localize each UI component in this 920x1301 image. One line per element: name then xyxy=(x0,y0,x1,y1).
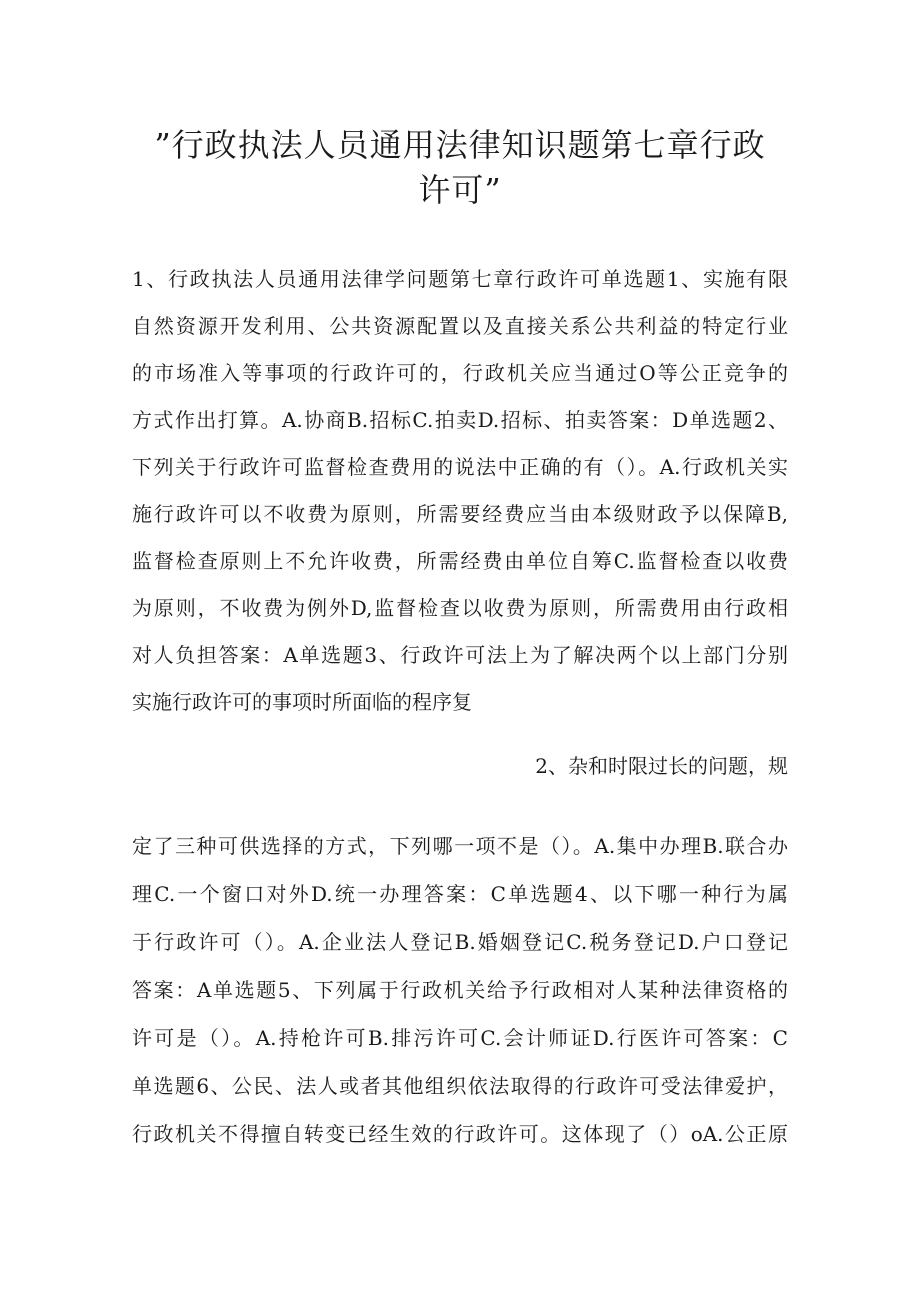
paragraph-1-line: 下列关于行政许可监督检查费用的说法中正确的有（）。A.行政机关实 xyxy=(132,455,788,479)
paragraph-1-line: 监督检查原则上不允许收费，所需经费由单位自筹C.监督检查以收费 xyxy=(132,549,788,573)
paragraph-2-line: 2、杂和时限过长的问题，规 xyxy=(535,754,788,778)
paragraph-3-line: 定了三种可供选择的方式，下列哪一项不是（）。A.集中办理B.联合办 xyxy=(132,834,788,858)
paragraph-1-line: 为原则，不收费为例外D,监督检查以收费为原则，所需费用由行政相 xyxy=(132,596,788,620)
paragraph-3-line: 答案：A单选题5、下列属于行政机关给予行政相对人某种法律资格的 xyxy=(132,978,788,1002)
paragraph-3-line: 行政机关不得擅自转变已经生效的行政许可。这体现了（）oA.公正原 xyxy=(132,1122,788,1146)
paragraph-1-line: 实施行政许可的事项时所面临的程序复 xyxy=(132,690,472,714)
paragraph-1-line: 方式作出打算。A.协商B.招标C.拍卖D.招标、拍卖答案：D单选题2、 xyxy=(132,408,788,432)
paragraph-1-line: 的市场准入等事项的行政许可的，行政机关应当通过O等公正竞争的 xyxy=(132,361,788,385)
document-title-line-2: 许可” xyxy=(418,171,502,209)
paragraph-1-line: 施行政许可以不收费为原则，所需要经费应当由本级财政予以保障B, xyxy=(132,502,788,526)
paragraph-1-line: 对人负担答案：A单选题3、行政许可法上为了解决两个以上部门分别 xyxy=(132,643,788,667)
paragraph-1-line: 自然资源开发利用、公共资源配置以及直接关系公共利益的特定行业 xyxy=(132,314,788,338)
paragraph-3-line: 许可是（）。A.持枪许可B.排污许可C.会计师证D.行医许可答案：C xyxy=(132,1026,788,1050)
paragraph-3-line: 单选题6、公民、法人或者其他组织依法取得的行政许可受法律爱护， xyxy=(132,1074,788,1098)
paragraph-1-line: 1、行政执法人员通用法律学问题第七章行政许可单选题1、实施有限 xyxy=(132,267,788,291)
document-title-line-1: ”行政执法人员通用法律知识题第七章行政 xyxy=(154,126,766,164)
paragraph-3-line: 理C.一个窗口对外D.统一办理答案：C单选题4、以下哪一种行为属 xyxy=(132,882,788,906)
paragraph-3-line: 于行政许可（）。A.企业法人登记B.婚姻登记C.税务登记D.户口登记 xyxy=(132,930,788,954)
